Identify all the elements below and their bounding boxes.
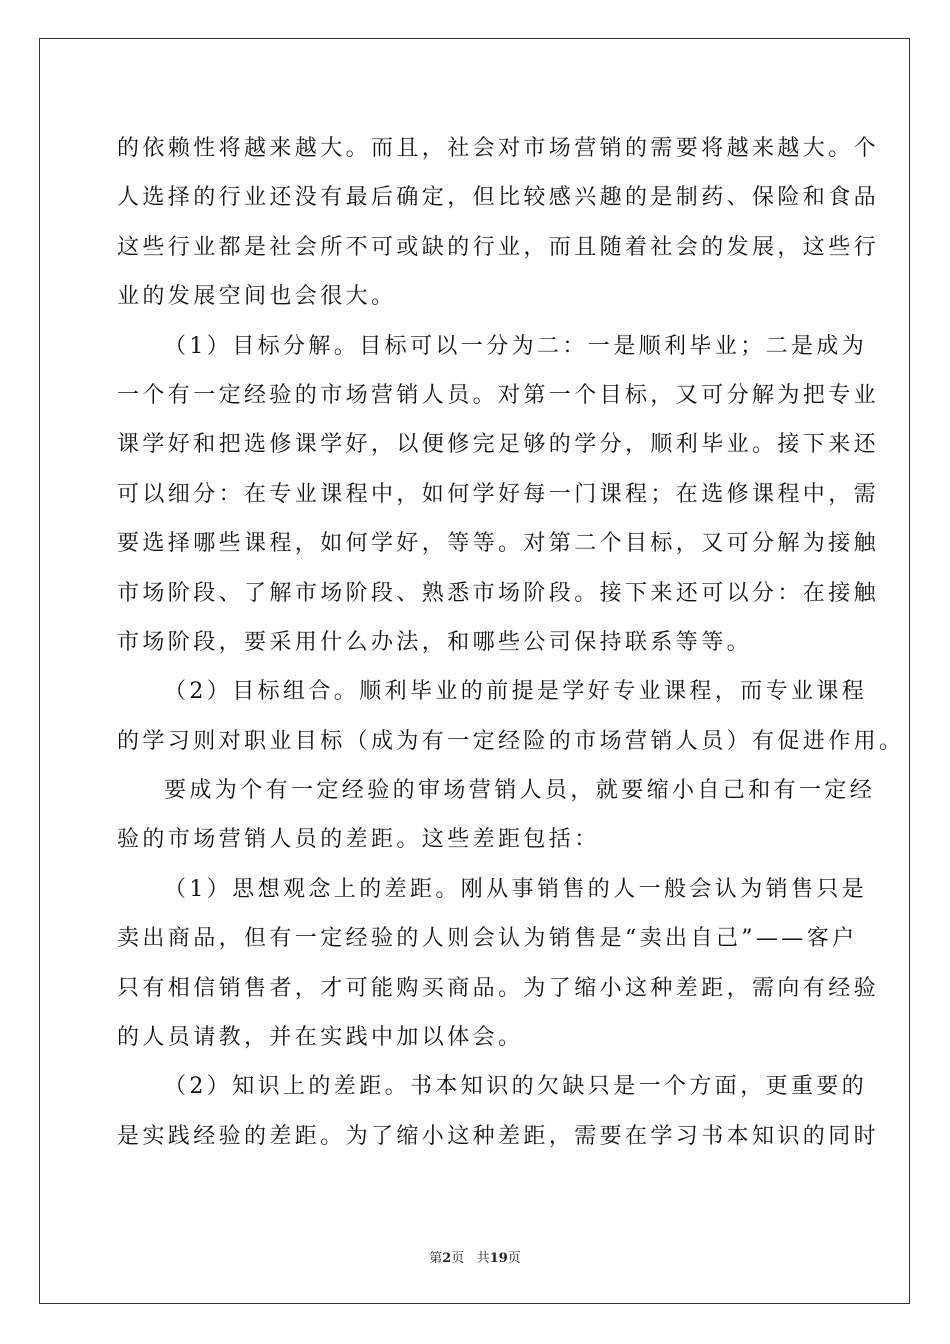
body-line: 这些行业都是社会所不可或缺的行业，而且随着社会的发展，这些行 — [117, 234, 880, 260]
page-footer — [0, 1247, 950, 1266]
paragraph-start-line: （2）知识上的差距。书本知识的欠缺只是一个方面，更重要的 — [164, 1074, 868, 1100]
body-line: 是实践经验的差距。为了缩小这种差距，需要在学习书本知识的同时 — [117, 1123, 880, 1149]
footer-total-suffix: 页 — [507, 1251, 521, 1266]
document-body — [117, 124, 905, 1161]
footer-page-suffix: 页 — [451, 1251, 465, 1266]
body-line: 业的发展空间也会很大。 — [117, 284, 397, 310]
body-line: 市场阶段，要采用什么办法，和哪些公司保持联系等等。 — [117, 629, 753, 655]
body-line: 要选择哪些课程，如何学好，等等。对第二个目标，又可分解为接触 — [117, 531, 880, 557]
footer-page-prefix: 第 — [429, 1251, 443, 1266]
paragraph-start-line: （1）目标分解。目标可以一分为二：一是顺利毕业；二是成为 — [164, 333, 868, 359]
body-line: 的学习则对职业目标（成为有一定经险的市场营销人员）有促进作用。 — [117, 728, 905, 754]
body-line: 只有相信销售者，才可能购买商品。为了缩小这种差距，需向有经验 — [117, 975, 880, 1001]
footer-total-prefix: 共 — [476, 1251, 490, 1266]
body-line: 可以细分：在专业课程中，如何学好每一门课程；在选修课程中，需 — [117, 481, 880, 507]
paragraph-start-line: 要成为个有一定经验的审场营销人员，就要缩小自己和有一定经 — [164, 778, 876, 804]
paragraph-start-line: （1）思想观念上的差距。刚从事销售的人一般会认为销售只是 — [164, 876, 868, 902]
body-line: 卖出商品，但有一定经验的人则会认为销售是“卖出自己”——客户 — [117, 926, 858, 952]
body-line: 验的市场营销人员的差距。这些差距包括： — [117, 827, 600, 853]
body-line: 人选择的行业还没有最后确定，但比较感兴趣的是制药、保险和食品 — [117, 185, 880, 211]
body-line: 一个有一定经验的市场营销人员。对第一个目标，又可分解为把专业 — [117, 382, 880, 408]
body-line: 市场阶段、了解市场阶段、熟悉市场阶段。接下来还可以分：在接触 — [117, 580, 880, 606]
body-line: 的人员请教，并在实践中加以体会。 — [117, 1025, 524, 1051]
paragraph-start-line: （2）目标组合。顺利毕业的前提是学好专业课程，而专业课程 — [164, 679, 868, 705]
footer-page-number: 2 — [442, 1251, 452, 1266]
body-line: 的依赖性将越来越大。而且，社会对市场营销的需要将越来越大。个 — [117, 136, 880, 161]
footer-total-pages: 19 — [489, 1251, 508, 1266]
body-line: 课学好和把选修课学好，以便修完足够的学分，顺利毕业。接下来还 — [117, 432, 880, 458]
